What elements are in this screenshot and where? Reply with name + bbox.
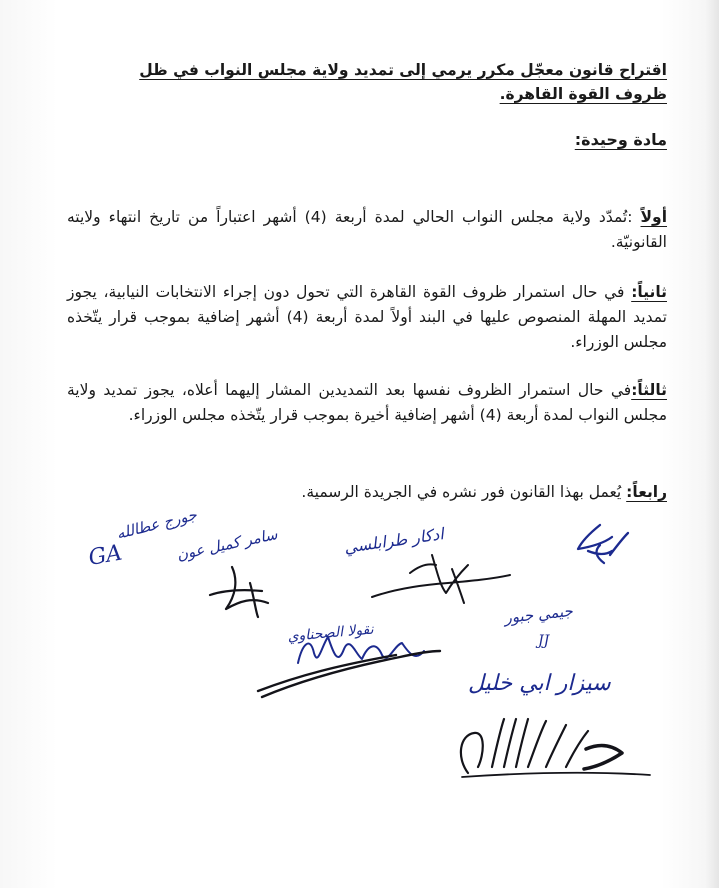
signature-name-traboulsi: ادكار طرابلسي — [342, 524, 445, 557]
signature-top-right-scrawl — [578, 525, 628, 563]
clause-second-text: في حال استمرار ظروف القوة القاهرة التي تحول دون إجراء الانتخابات النيابية، يجوز تمديد المهلة المنصوص عليها في البند أولاً لمدة أربعة (4) أشهر إضافية بموجب قرار يتّخذه مجلس الوزراء. — [67, 283, 667, 351]
signature-name-aoun: سامر كميل عون — [175, 525, 280, 564]
clause-fourth-label: رابعاً: — [626, 483, 667, 501]
signature-sehnaoui-underline — [258, 651, 440, 697]
clause-first-label: أولاً — [640, 208, 668, 226]
signature-traboulsi — [343, 524, 510, 603]
clause-second-label: ثانياً: — [631, 283, 667, 301]
clause-third-label: ثالثاً: — [631, 381, 667, 399]
clause-third-text: في حال استمرار الظروف نفسها بعد التمديدين المشار إليهما أعلاه، يجوز تمديد ولاية مجلس النواب لمدة أربعة (4) أشهر إضافية أخيرة بموجب قرار يتّخذه مجلس الوزراء. — [67, 381, 667, 424]
signature-bottom-blot — [584, 746, 622, 769]
signatures-area — [0, 505, 719, 888]
signature-name-jabbour: جيمي جبور — [503, 601, 574, 627]
signature-abi-khalil — [468, 671, 611, 696]
clause-first — [67, 205, 667, 255]
clause-third — [67, 378, 667, 428]
signature-traboulsi-scrawl — [372, 555, 510, 603]
signature-aoun — [175, 525, 279, 617]
signature-top-right — [578, 525, 628, 563]
signature-bottom-underline — [462, 773, 650, 777]
signature-initials-ga: GA — [86, 540, 125, 571]
signature-name-atallah: جورج عطالله — [114, 505, 199, 543]
clause-fourth — [67, 480, 667, 505]
signature-name-abi-khalil: سيزار ابي خليل — [468, 671, 611, 696]
signature-name-sehnaoui: نقولا الصحناوي — [286, 621, 375, 645]
signature-aoun-scrawl — [210, 567, 268, 617]
signature-initials-jj: JJ — [538, 633, 550, 649]
document-title: اقتراح قانون معجّل مكرر يرمي إلى تمديد ولاية مجلس النواب في ظل ظروف القوة القاهرة. — [139, 61, 667, 103]
signatures-svg — [0, 505, 719, 888]
signature-jabbour — [502, 602, 575, 649]
clause-second — [67, 280, 667, 355]
section-heading: مادة وحيدة: — [574, 130, 667, 149]
signature-sehnaoui — [258, 621, 440, 697]
clause-first-text: :تُمدّد ولاية مجلس النواب الحالي لمدة أربعة (4) أشهر اعتباراً من تاريخ انتهاء ولايته القانونيّة. — [67, 208, 667, 251]
signature-bottom-strokes — [461, 719, 588, 773]
signature-bottom — [461, 719, 650, 777]
clause-fourth-text: يُعمل بهذا القانون فور نشره في الجريدة الرسمية. — [301, 483, 627, 501]
